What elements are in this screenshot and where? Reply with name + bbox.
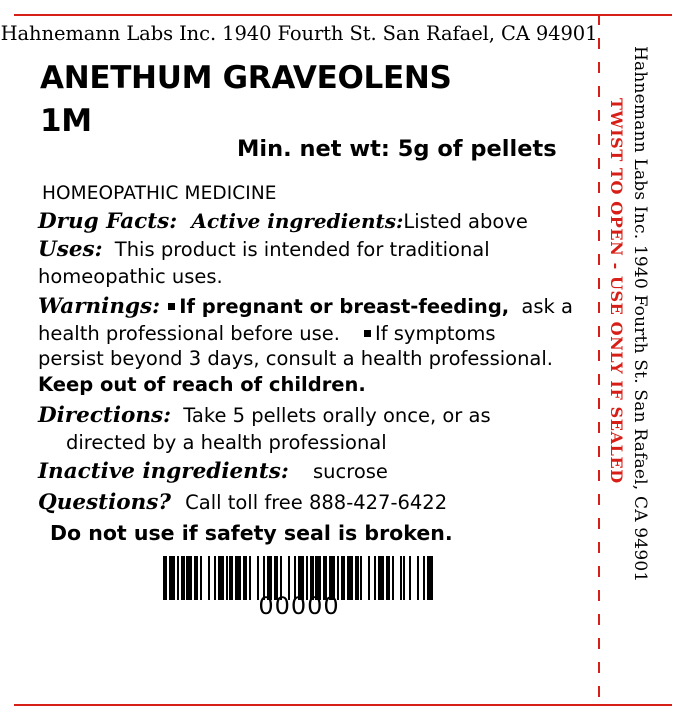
warnings-label: Warnings: — [38, 294, 161, 319]
uses-row — [38, 236, 578, 289]
side-company-text: Hahnemann Labs Inc. 1940 Fourth St. San Rafael, CA 94901 — [630, 46, 650, 583]
inactive-ingredients-row — [38, 458, 388, 486]
warning-symptoms-text: If symptoms — [374, 321, 496, 345]
uses-text-line1: This product is intended for traditional — [114, 238, 490, 261]
warning-pregnancy-rest: ask a — [521, 295, 573, 318]
bullet-square-icon-2 — [364, 330, 371, 337]
directions-line1: Take 5 pellets orally once, or as — [183, 404, 491, 427]
safety-seal-notice: Do not use if safety seal is broken. — [50, 521, 453, 545]
active-ingredients-label: Active ingredients: — [191, 209, 404, 233]
drug-facts-label: Drug Facts: — [38, 209, 178, 234]
vertical-dashed-divider — [598, 14, 600, 706]
questions-label: Questions? — [38, 490, 171, 515]
questions-value: Call toll free 888-427-6422 — [185, 491, 448, 514]
directions-line2: directed by a health professional — [66, 430, 387, 454]
questions-row — [38, 489, 447, 517]
warning-pregnancy-continued — [38, 321, 578, 346]
barcode-number: 00000 — [258, 592, 340, 620]
company-header: Hahnemann Labs Inc. 1940 Fourth St. San Rafael, CA 94901 — [0, 22, 598, 45]
product-name: ANETHUM GRAVEOLENS — [40, 60, 452, 96]
uses-label: Uses: — [38, 237, 103, 262]
side-panel — [606, 16, 684, 704]
warning-pregnancy-bold: If pregnant or breast-feeding, — [179, 295, 510, 318]
warning-pregnancy-cont-text: health professional before use. — [38, 321, 340, 345]
net-weight: Min. net wt: 5g of pellets — [237, 136, 557, 162]
active-ingredients-value: Listed above — [403, 210, 528, 233]
uses-text-line2: homeopathic uses. — [38, 264, 223, 288]
inactive-ingredients-value: sucrose — [313, 460, 388, 483]
warning-symptoms-continued: persist beyond 3 days, consult a health professional. — [38, 347, 553, 371]
inactive-ingredients-label: Inactive ingredients: — [38, 459, 289, 484]
side-seal-warning-text: TWIST TO OPEN - USE ONLY IF SEALED — [607, 98, 626, 484]
product-potency: 1M — [40, 103, 92, 139]
bullet-square-icon — [168, 303, 175, 310]
medicine-category: HOMEOPATHIC MEDICINE — [42, 183, 277, 204]
directions-label: Directions: — [38, 403, 172, 428]
drug-facts-row — [38, 208, 528, 236]
warnings-row — [38, 293, 578, 397]
warning-children: Keep out of reach of children. — [38, 372, 366, 396]
directions-row — [38, 402, 558, 455]
